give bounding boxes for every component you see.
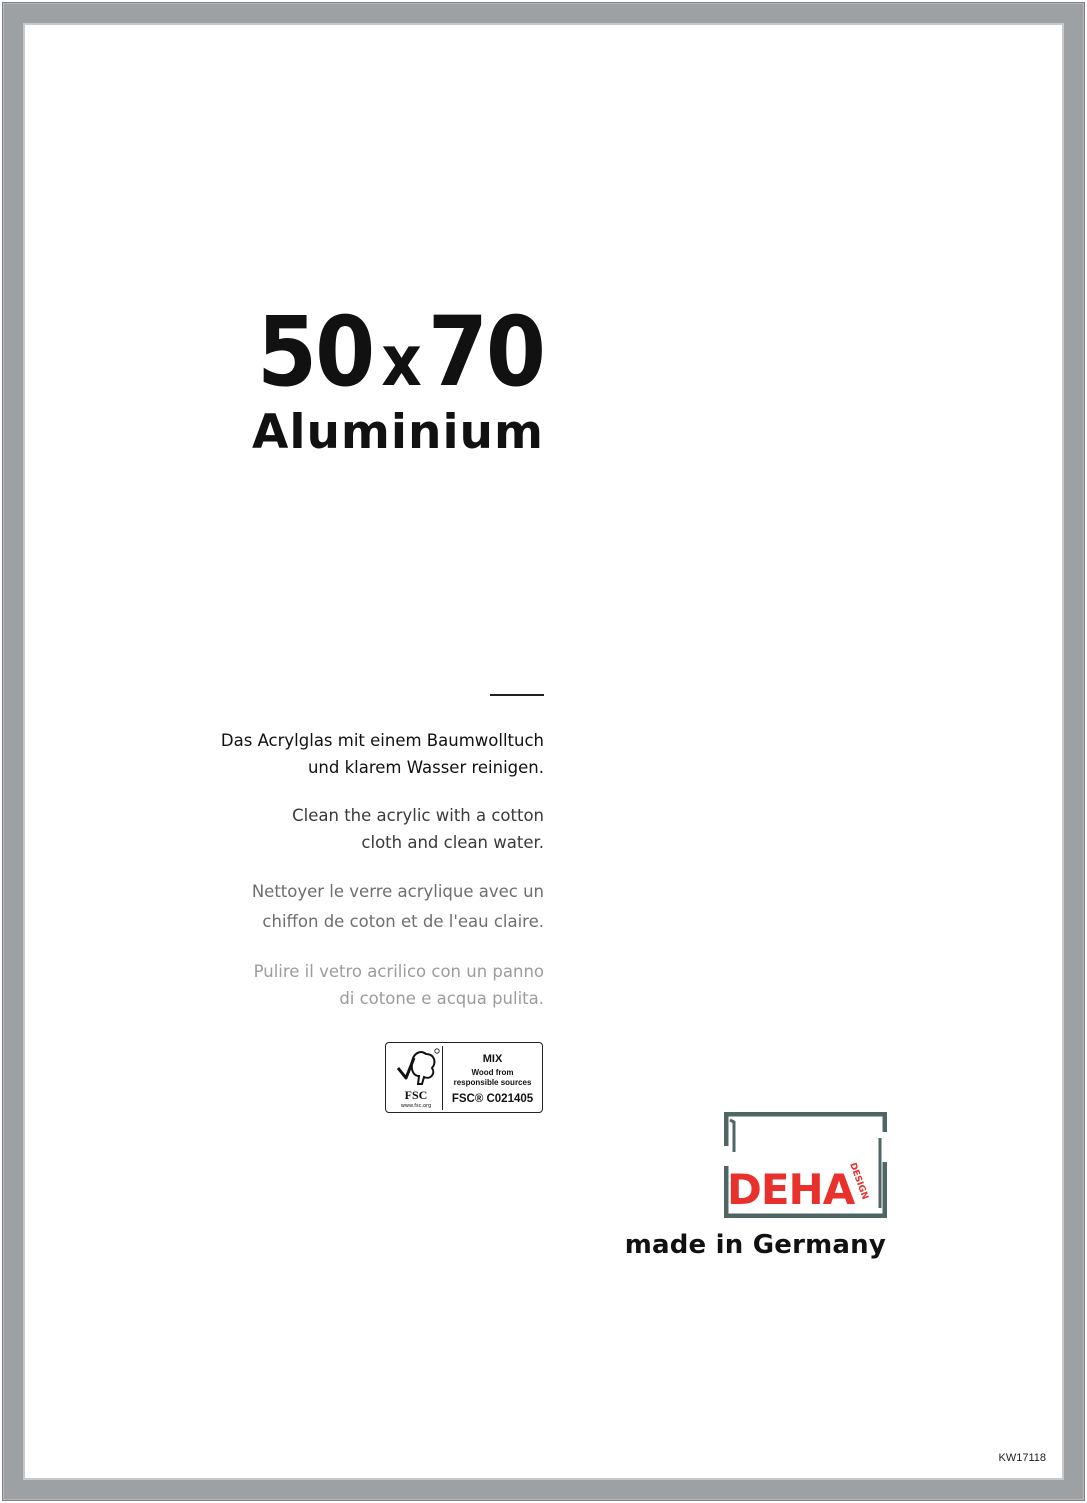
fsc-mix: MIX: [482, 1053, 503, 1065]
fsc-url: www.fsc.org: [400, 1103, 432, 1109]
care-instructions: [144, 727, 544, 1033]
fsc-wood-from: Wood from: [471, 1068, 514, 1077]
frame-size: 50 x70: [257, 296, 544, 408]
svg-text:DESIGN: DESIGN: [847, 1161, 870, 1202]
frame-material: Aluminium: [251, 405, 544, 460]
fsc-code: FSC® C021405: [451, 1093, 534, 1105]
instructions-french: Nettoyer le verre acrylique avec un chiffon de coton et de l'eau claire.: [251, 882, 544, 931]
fsc-text: [444, 1053, 541, 1106]
fsc-label: [385, 1042, 543, 1113]
fsc-logo-word: FSC: [404, 1088, 428, 1102]
fsc-tree-icon: [390, 1046, 443, 1110]
instructions-english: Clean the acrylic with a cotton cloth and clean water.: [292, 806, 544, 852]
instructions-italian: Pulire il vetro acrilico con un panno di cotone e acqua pulita.: [253, 962, 544, 1008]
made-in-germany: made in Germany: [624, 1230, 886, 1260]
instructions-german: Das Acrylglas mit einem Baumwolltuch und klarem Wasser reinigen.: [220, 731, 544, 777]
title-block: [251, 296, 544, 460]
deha-logo-text: DEHA: [727, 1165, 855, 1214]
divider: [490, 694, 544, 696]
fsc-responsible: responsible sources: [453, 1078, 532, 1087]
deha-logo: [724, 1112, 887, 1218]
article-code: KW17118: [998, 1452, 1046, 1464]
